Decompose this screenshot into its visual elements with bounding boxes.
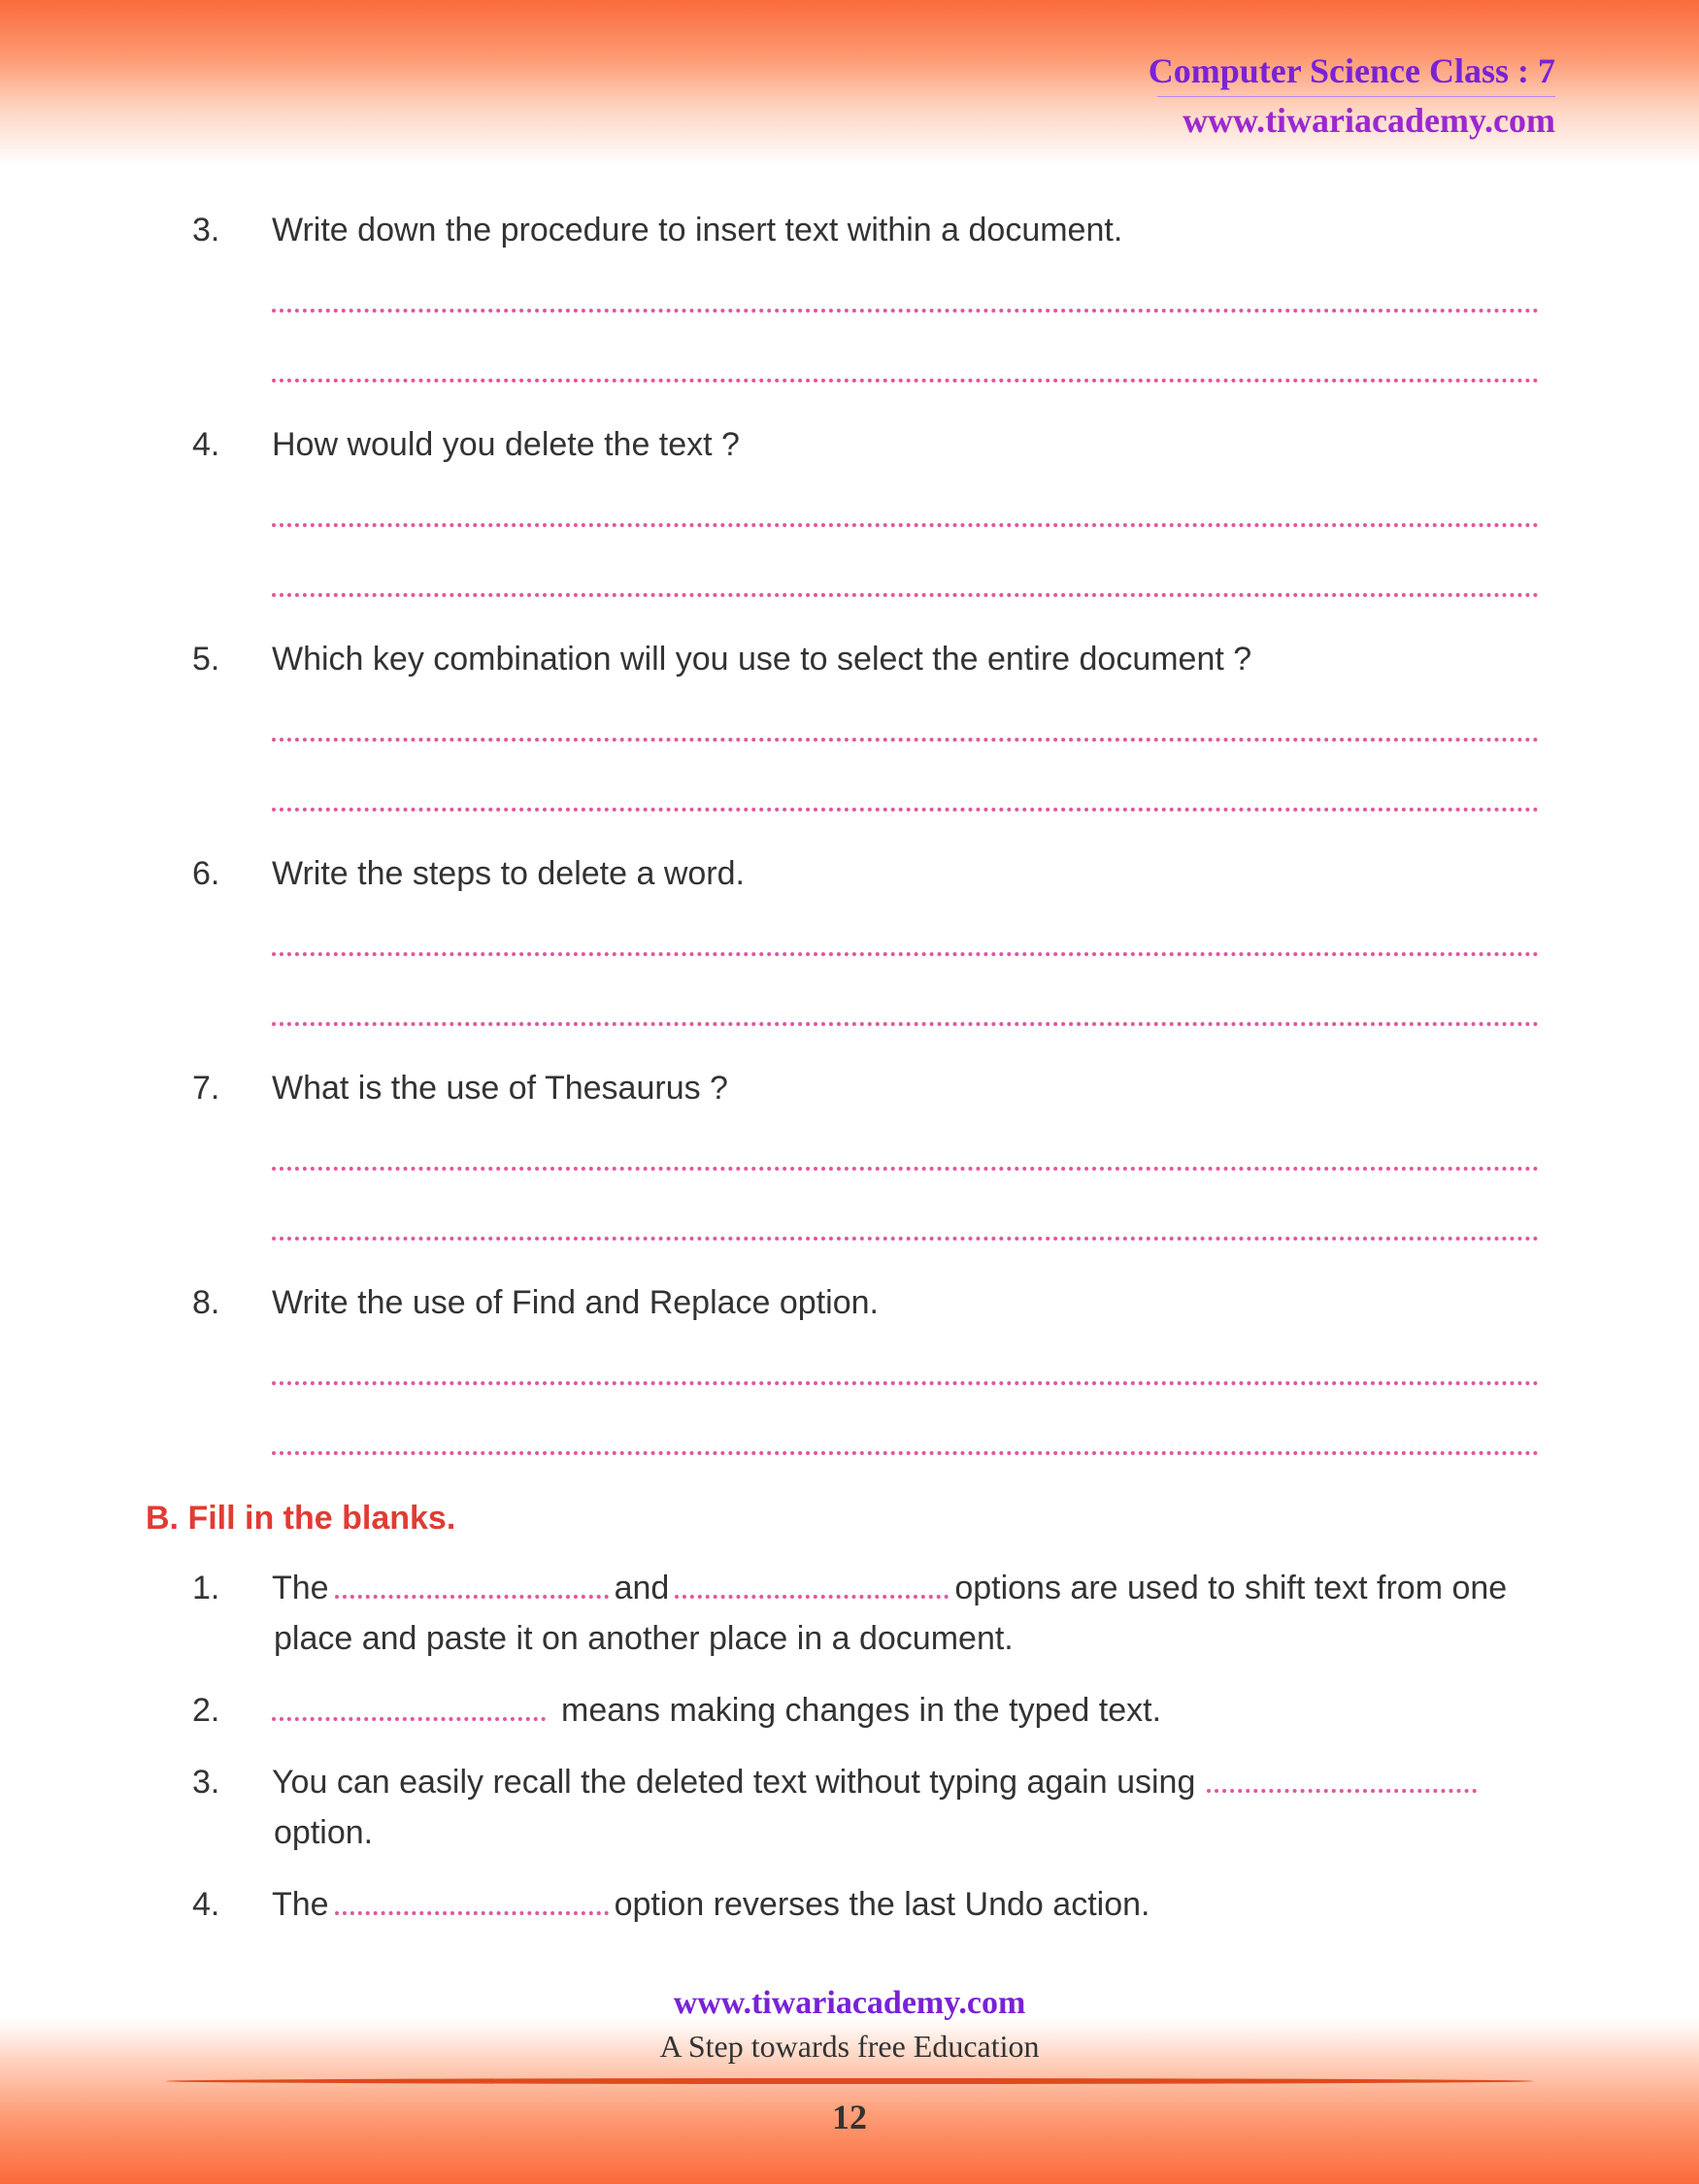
question-number: 5. bbox=[192, 641, 220, 678]
answer-line bbox=[272, 309, 1539, 313]
fill-line bbox=[272, 1764, 1482, 1802]
question-text: How would you delete the text ? bbox=[272, 426, 740, 463]
header-divider bbox=[1157, 96, 1555, 97]
page-number: 12 bbox=[832, 2098, 867, 2136]
footer-site: www.tiwariacademy.com bbox=[673, 1985, 1026, 2021]
fill-blank bbox=[272, 1717, 546, 1721]
fill-text: You can easily recall the deleted text without typing again using bbox=[272, 1764, 1196, 1801]
answer-line bbox=[272, 1022, 1539, 1026]
question-number: 6. bbox=[192, 855, 220, 892]
question-text: Which key combination will you use to select the entire document ? bbox=[272, 641, 1252, 678]
fill-text: place and paste it on another place in a document. bbox=[274, 1620, 1014, 1657]
answer-line bbox=[272, 952, 1539, 956]
answer-line bbox=[272, 1381, 1539, 1385]
fill-number: 1. bbox=[192, 1570, 220, 1606]
fill-blank bbox=[335, 1911, 609, 1915]
section-heading: B. Fill in the blanks. bbox=[146, 1500, 456, 1537]
question-text: Write the steps to delete a word. bbox=[272, 855, 745, 892]
answer-line bbox=[272, 593, 1539, 597]
question-number: 4. bbox=[192, 426, 220, 463]
answer-line bbox=[272, 1237, 1539, 1241]
fill-text: The bbox=[272, 1886, 329, 1923]
question-number: 3. bbox=[192, 212, 220, 248]
footer-tagline: A Step towards free Education bbox=[659, 2029, 1040, 2064]
question-number: 7. bbox=[192, 1070, 220, 1107]
fill-text: The bbox=[272, 1570, 329, 1606]
answer-line bbox=[272, 808, 1539, 811]
question-text: Write the use of Find and Replace option. bbox=[272, 1284, 879, 1321]
answer-line bbox=[272, 1451, 1539, 1455]
answer-line bbox=[272, 379, 1539, 382]
header-title: Computer Science Class : 7 bbox=[1148, 51, 1555, 90]
fill-number: 2. bbox=[192, 1692, 220, 1729]
question-number: 8. bbox=[192, 1284, 220, 1321]
question-text: Write down the procedure to insert text within a document. bbox=[272, 212, 1123, 248]
footer-divider bbox=[165, 2078, 1534, 2084]
fill-text: means making changes in the typed text. bbox=[561, 1692, 1162, 1729]
header-site: www.tiwariacademy.com bbox=[1183, 101, 1555, 140]
fill-number: 4. bbox=[192, 1886, 220, 1923]
fill-number: 3. bbox=[192, 1764, 220, 1801]
answer-line bbox=[272, 1167, 1539, 1171]
answer-line bbox=[272, 738, 1539, 742]
fill-text: option. bbox=[274, 1814, 374, 1851]
fill-text: and bbox=[614, 1570, 670, 1606]
fill-text: option reverses the last Undo action. bbox=[614, 1886, 1150, 1923]
fill-line bbox=[272, 1886, 1149, 1924]
fill-line bbox=[272, 1692, 1161, 1730]
question-text: What is the use of Thesaurus ? bbox=[272, 1070, 728, 1107]
fill-text: options are used to shift text from one bbox=[954, 1570, 1508, 1606]
fill-blank bbox=[1207, 1789, 1477, 1793]
fill-blank bbox=[675, 1595, 949, 1599]
fill-line bbox=[272, 1570, 1507, 1607]
fill-blank bbox=[335, 1595, 609, 1599]
answer-line bbox=[272, 523, 1539, 527]
